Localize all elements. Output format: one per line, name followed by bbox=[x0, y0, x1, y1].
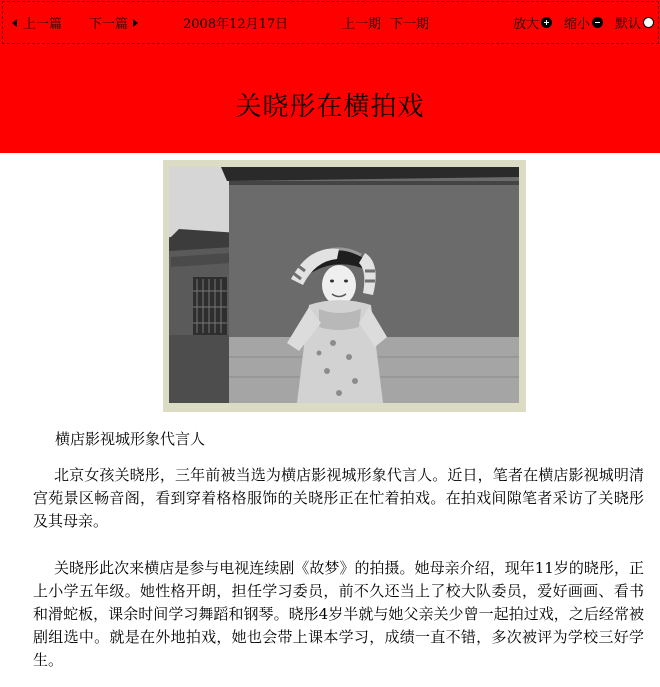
default-size-icon bbox=[643, 17, 654, 28]
default-size-button[interactable] bbox=[615, 13, 654, 32]
prev-article-link[interactable] bbox=[12, 13, 62, 32]
article-photo bbox=[169, 167, 519, 403]
zoom-out-button[interactable] bbox=[564, 13, 603, 32]
article-paragraph-2: 关晓彤此次来横店是参与电视连续剧《故梦》的拍摄。她母亲介绍，现年11岁的晓彤，正上小学五年级。她性格开朗，担任学习委员，前不久还当上了校大队委员，爱好画画、看书和滑蛇板，课余时间学习舞蹈和钢琴。晓彤4岁半就与她父亲关少曾一起拍过戏，之后经常被剧组选中。就是在外地拍戏，她也会带上课本学习，成绩一直不错，多次被评为学校三好学生。 bbox=[33, 559, 644, 669]
default-size-label: 默认 bbox=[615, 17, 642, 32]
zoom-out-icon bbox=[592, 17, 603, 28]
next-issue-link[interactable] bbox=[390, 13, 429, 32]
issue-date: 2008年12月17日 bbox=[183, 17, 289, 32]
zoom-in-button[interactable] bbox=[513, 13, 552, 32]
article-paragraph-1: 北京女孩关晓彤，三年前被当选为横店影视城形象代言人。近日，笔者在横店影视城明清宫苑景区畅音阁，看到穿着格格服饰的关晓彤正在忙着拍戏。在拍戏间隙笔者采访了关晓彤及其母亲。 bbox=[33, 466, 644, 530]
prev-article-label: 上一篇 bbox=[23, 17, 63, 32]
prev-issue-link[interactable] bbox=[342, 13, 381, 32]
next-article-label: 下一篇 bbox=[89, 17, 129, 32]
top-navigation-bar bbox=[2, 1, 659, 44]
triangle-left-icon bbox=[12, 19, 17, 27]
next-issue-label: 下一期 bbox=[390, 17, 430, 32]
triangle-right-icon bbox=[133, 19, 138, 27]
prev-issue-label: 上一期 bbox=[342, 17, 382, 32]
photo-frame bbox=[163, 160, 526, 412]
girl-in-qing-costume-illustration bbox=[169, 167, 519, 403]
header-banner bbox=[0, 0, 660, 153]
photo-caption: 横店影视城形象代言人 bbox=[55, 430, 206, 448]
next-article-link[interactable] bbox=[89, 13, 138, 32]
zoom-in-icon bbox=[541, 17, 552, 28]
zoom-out-label: 缩小 bbox=[564, 17, 591, 32]
article-title: 关晓彤在横拍戏 bbox=[235, 92, 425, 122]
zoom-in-label: 放大 bbox=[513, 17, 540, 32]
